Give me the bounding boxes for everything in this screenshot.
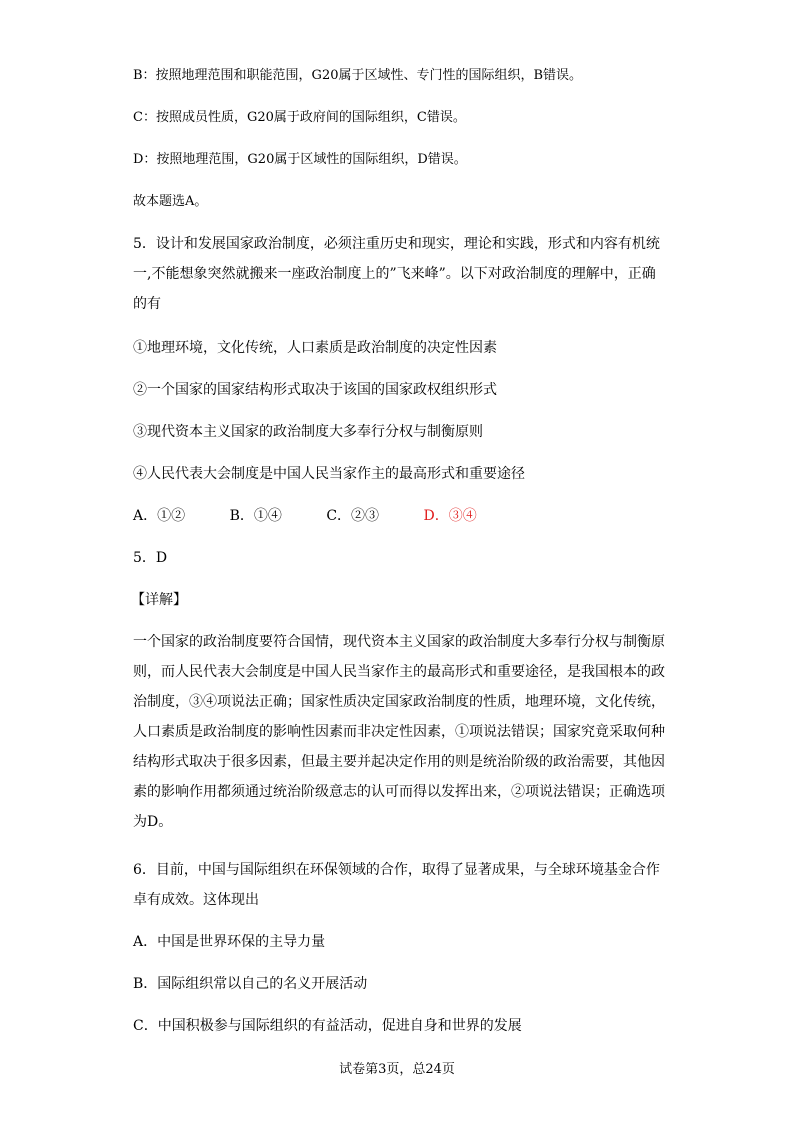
q5-detail-line: 则，而人民代表大会制度是中国人民当家作主的最高形式和重要途径，是我国根本的政	[133, 664, 665, 680]
q6-stem-line: 6．目前，中国与国际组织在环保领域的合作，取得了显著成果，与全球环境基金合作	[133, 862, 660, 878]
q5-options	[133, 506, 477, 526]
q5-detail-line: 治制度，③④项说法正确；国家性质决定国家政治制度的性质，地理环境，文化传统，	[133, 694, 665, 710]
q5-detail-line: 人口素质是政治制度的影响性因素而非决定性因素，①项说法错误；国家究竟采取何种	[133, 724, 665, 740]
q5-detail-line: 结构形式取决于很多因素，但最主要并起决定作用的则是统治阶级的政治需要，其他因	[133, 754, 665, 770]
q5-statement-2: ②一个国家的国家结构形式取决于该国的国家政权组织形式	[133, 382, 497, 398]
q5-detail-heading: 【详解】	[131, 592, 187, 608]
page-footer: 试卷第3页，总24页	[339, 1062, 455, 1077]
q5-option-a: A．①②	[133, 508, 186, 524]
q6-option-b: B．国际组织常以自己的名义开展活动	[133, 976, 368, 992]
q4-option-b-analysis: B：按照地理范围和职能范围，G20属于区域性、专门性的国际组织，B错误。	[133, 68, 583, 83]
q6-option-c: C．中国积极参与国际组织的有益活动，促进自身和世界的发展	[133, 1018, 522, 1034]
q6-stem-line: 卓有成效。这体现出	[133, 892, 259, 908]
q5-stem-line: 一,不能想象突然就搬来一座政治制度上的”飞来峰”。以下对政治制度的理解中，正确	[133, 266, 656, 282]
q5-detail-line: 一个国家的政治制度要符合国情，现代资本主义国家的政治制度大多奉行分权与制衡原	[133, 634, 665, 650]
q5-detail-line: 为D。	[133, 814, 173, 830]
q4-option-c-analysis: C：按照成员性质，G20属于政府间的国际组织，C错误。	[133, 110, 466, 125]
q6-option-a: A．中国是世界环保的主导力量	[133, 934, 326, 950]
q5-statement-3: ③现代资本主义国家的政治制度大多奉行分权与制衡原则	[133, 424, 483, 440]
q5-answer: 5．D	[133, 550, 168, 566]
q5-option-d-correct: D．③④	[423, 508, 477, 524]
q5-stem-line: 的有	[133, 296, 161, 312]
q4-conclusion: 故本题选A。	[133, 194, 208, 209]
q5-stem-line: 5．设计和发展国家政治制度，必须注重历史和现实，理论和实践，形式和内容有机统	[133, 236, 660, 252]
q5-statement-4: ④人民代表大会制度是中国人民当家作主的最高形式和重要途径	[133, 466, 525, 482]
q5-detail-line: 素的影响作用都须通过统治阶级意志的认可而得以发挥出来，②项说法错误；正确选项	[133, 784, 665, 800]
q5-statement-1: ①地理环境，文化传统，人口素质是政治制度的决定性因素	[133, 340, 497, 356]
q5-option-b: B．①④	[229, 508, 282, 524]
q5-option-c: C．②③	[326, 508, 380, 524]
q4-option-d-analysis: D：按照地理范围，G20属于区域性的国际组织，D错误。	[133, 152, 467, 167]
